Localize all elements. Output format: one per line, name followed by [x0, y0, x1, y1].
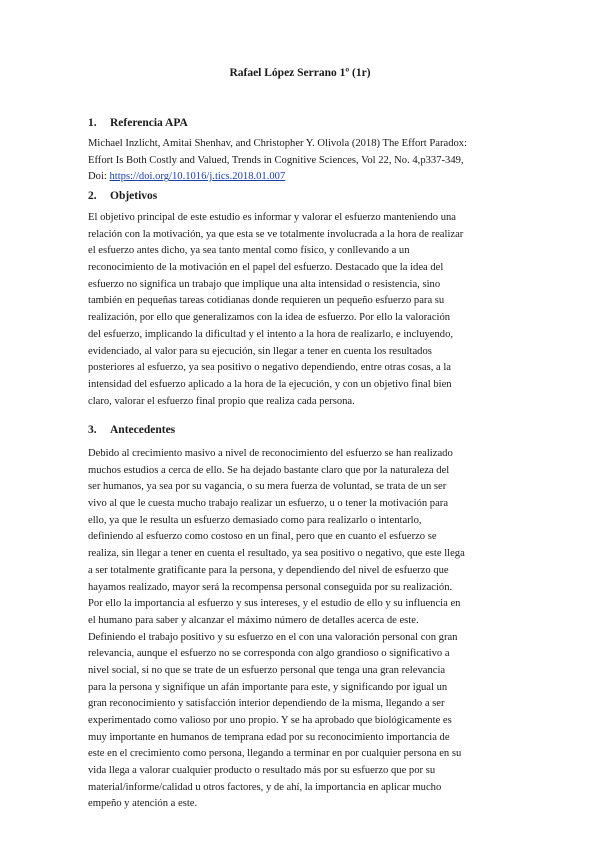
text-line: ser humanos, ya sea por su vagancia, o su mera fuerza de voluntad, se trata de un ser: [88, 481, 447, 493]
text-line: Definiendo el trabajo positivo y su esfuerzo en el con una valoración personal con gran: [88, 631, 458, 643]
text-line: muy importante en humanos de temprana edad por su reconocimiento importancia de: [88, 731, 450, 743]
text-line: realiza, sin llegar a tener en cuenta el resultado, ya sea positivo o negativo, que este llega: [88, 548, 465, 560]
text-line: claro, valorar el esfuerzo final propio que realiza cada persona.: [88, 395, 355, 407]
text-line: realización, por ello que generalizamos con la idea de esfuerzo. Por ello la valoración: [88, 312, 451, 324]
text-line: Michael Inzlicht, Amitai Shenhav, and Christopher Y. Olivola (2018) The Effort Paradox:: [88, 138, 468, 149]
section-heading-antecedentes: [88, 424, 175, 436]
text-line: ello, ya que le resulta un esfuerzo demasiado como para realizarlo o intentarlo,: [88, 514, 422, 526]
text-line: para la persona y signifique un afán importante para este, y significando por igual un: [88, 681, 448, 693]
text-line: El objetivo principal de este estudio es informar y valorar el esfuerzo manteniendo una: [88, 212, 457, 223]
text-line: Debido al crecimiento masivo a nivel de reconocimiento del esfuerzo se han realizado: [88, 448, 453, 459]
section-number: 3.: [88, 424, 97, 436]
section-heading-objetivos: [88, 190, 157, 202]
text-line: evidenciado, al valor para su ejecución, sin llegar a tener en cuenta los resultados: [88, 345, 432, 357]
text-line: vivo al que le cuesta mucho trabajo realizar un esfuerzo, u o tener la motivación para: [88, 498, 449, 510]
text-line: del esfuerzo, implicando la dificultad y el intento a la hora de realizarlo, e incluyendo,: [88, 328, 454, 340]
doi-line: [88, 169, 528, 186]
text-line: Effort Is Both Costly and Valued, Trends in Cognitive Sciences, Vol 22, No. 4,p337-349,: [88, 154, 464, 166]
text-line: también en pequeñas tareas cotidianas donde requieren un pequeño esfuerzo para su: [88, 295, 445, 307]
text-line: a ser totalmente gratificante para la persona, y dependiendo del nivel de esfuerzo que: [88, 564, 449, 576]
text-line: material/informe/calidad u otros factores, y de ahí, la importancia en aplicar mucho: [88, 781, 442, 793]
text-line: relevancia, aunque el esfuerzo no se corresponda con algo grandioso o significativo a: [88, 648, 450, 660]
section-title: Objetivos: [110, 190, 158, 202]
text-line: el humano para saber y alcanzar el máximo número de detalles acerca de este.: [88, 614, 419, 626]
text-line: Por ello la importancia al esfuerzo y sus intereses, y el estudio de ello y su influencia en: [88, 598, 461, 610]
text-line: muchos estudios a cerca de ello. Se ha dejado bastante claro que por la naturaleza del: [88, 464, 450, 476]
text-line: definiendo al esfuerzo como costoso en un final, pero que en cuanto el esfuerzo se: [88, 531, 437, 543]
objetivos-paragraph: [88, 210, 528, 410]
text-line: empeño y atención a este.: [88, 798, 198, 810]
text-line: este en el crecimiento como persona, llegando a terminar en por cualquier persona en su: [88, 748, 462, 760]
doi-label: Doi:: [88, 171, 110, 183]
text-line: intensidad del esfuerzo aplicado a la hora de la ejecución, y con un objetivo final bien: [88, 378, 452, 390]
text-line: reconocimiento de la motivación en el papel del esfuerzo. Destacado que la idea del: [88, 262, 444, 274]
text-line: vida llega a valorar cualquier producto o resultado más por su esfuerzo que por su: [88, 765, 436, 777]
doi-link[interactable]: https://doi.org/10.1016/j.tics.2018.01.007: [109, 171, 286, 183]
antecedentes-paragraph: [88, 446, 528, 813]
text-line: experimentado como valioso por uno propio. Y se ha aprobado que biológicamente es: [88, 715, 452, 726]
reference-paragraph: [88, 136, 528, 186]
text-line: esfuerzo no significa un trabajo que implique una alta intensidad o resistencia, sino: [88, 278, 441, 290]
document-title: Rafael López Serrano 1º (1r): [229, 67, 371, 79]
section-number: 1.: [88, 117, 97, 129]
text-line: hayamos realizado, mayor será la recompensa personal conseguida por su realización.: [88, 581, 453, 593]
text-line: gran reconocimiento y satisfacción interior dependiendo de la misma, llegando a ser: [88, 698, 445, 710]
text-line: relación con la motivación, ya que esta se ve totalmente involucrada a la hora de realizar: [88, 228, 464, 240]
section-number: 2.: [88, 190, 97, 202]
text-line: nivel social, si no que se trate de un esfuerzo personal que tenga una gran relevancia: [88, 664, 446, 676]
text-line: el esfuerzo antes dicho, ya sea tanto mental como físico, y conllevando a un: [88, 245, 410, 257]
section-heading-referencia: [88, 117, 188, 129]
section-title: Referencia APA: [110, 117, 188, 129]
section-title: Antecedentes: [110, 424, 176, 436]
text-line: posteriores al esfuerzo, ya sea positivo o negativo dependiendo, entre otras cosas, a la: [88, 362, 452, 374]
